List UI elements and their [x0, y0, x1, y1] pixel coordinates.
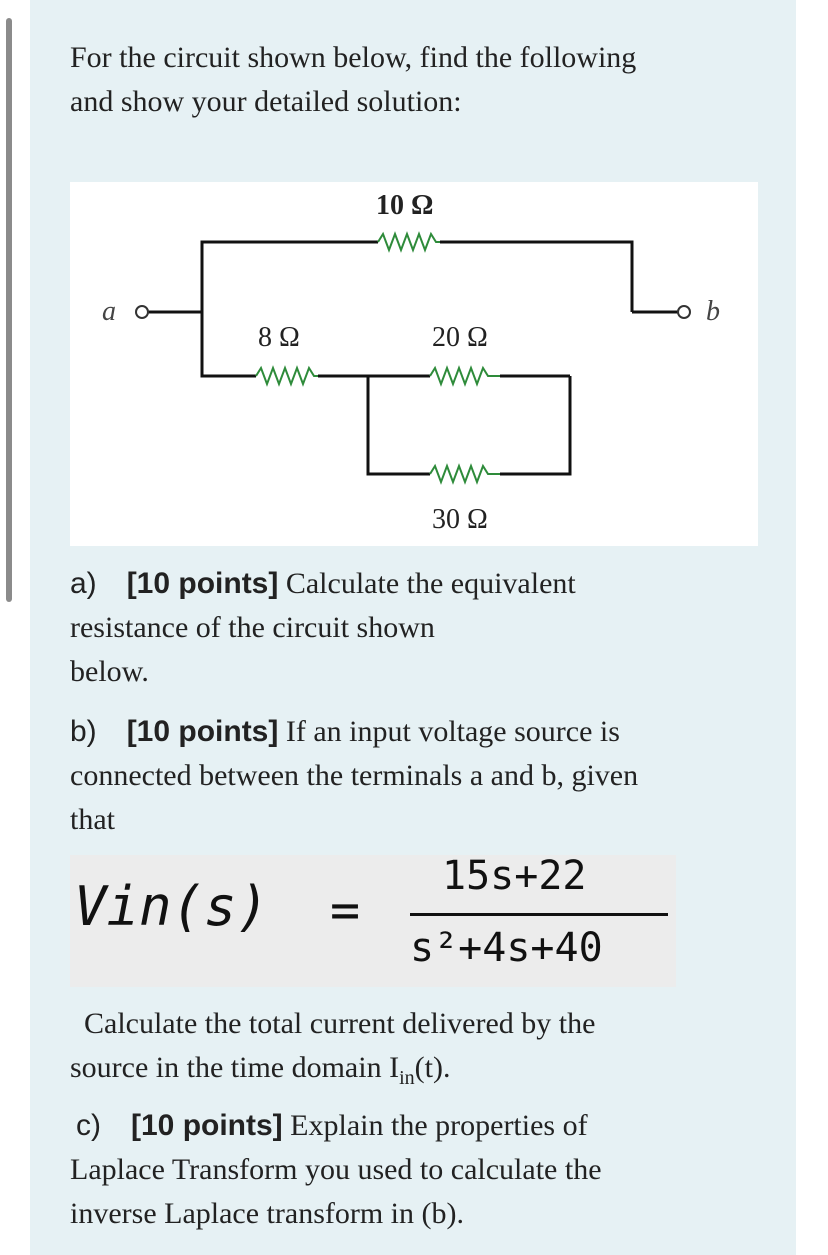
wire-left-lower	[202, 312, 256, 376]
equation-numerator: 15s+22	[442, 853, 587, 899]
part-b-line-3: that	[70, 803, 115, 836]
equation-equals: =	[330, 881, 361, 939]
resistor-20-ohm-icon	[430, 368, 500, 384]
part-a-line-3: below.	[70, 655, 149, 688]
intro-line-2: and show your detailed solution:	[70, 85, 462, 118]
part-b-points: [10 points]	[126, 715, 279, 748]
circuit-diagram	[70, 182, 758, 546]
part-a-text-1: Calculate the equivalent	[285, 567, 576, 600]
fraction-bar	[410, 913, 668, 916]
terminal-b-icon	[678, 306, 690, 318]
r-bottom-label: 30 Ω	[432, 504, 488, 535]
wire-top-left	[202, 242, 378, 312]
equation-denominator: s²+4s+40	[410, 925, 603, 971]
part-a-line-2: resistance of the circuit shown	[70, 611, 435, 644]
calc-line-2-prefix: source in the time domain I	[70, 1051, 400, 1084]
part-c-points: [10 points]	[131, 1109, 283, 1142]
part-c-label: c)	[76, 1109, 101, 1142]
terminal-a-icon	[136, 306, 148, 318]
r-top-label: 10 Ω	[376, 190, 434, 221]
calc-line-2-suffix: (t).	[414, 1051, 451, 1084]
equation-image	[70, 855, 676, 987]
part-b-calc-line-1: Calculate the total current delivered by the	[84, 1007, 596, 1040]
part-c-line-3: inverse Laplace transform in (b).	[70, 1197, 464, 1230]
r-mid-label: 20 Ω	[432, 322, 488, 353]
part-b-line-2: connected between the terminals a and b, given	[70, 759, 639, 792]
terminal-a-label: a	[102, 296, 116, 327]
resistor-30-ohm-icon	[430, 466, 500, 482]
wire-bottom-right	[500, 376, 570, 474]
part-a-label: a)	[70, 567, 97, 600]
resistor-8-ohm-icon	[256, 368, 318, 384]
resistor-10-ohm-icon	[378, 234, 440, 250]
wire-bottom-left	[368, 376, 430, 474]
calc-line-2-sub: in	[399, 1067, 415, 1089]
equation-lhs: Vin(s)	[74, 875, 270, 938]
part-a-points: [10 points]	[126, 567, 279, 600]
wire-top-right	[440, 242, 632, 312]
part-b-label: b)	[70, 715, 97, 748]
part-a-line-1	[70, 562, 576, 606]
intro-line-1: For the circuit shown below, find the following	[70, 41, 637, 74]
part-c-line-1	[76, 1104, 588, 1148]
part-b-calc-line-2	[70, 1046, 450, 1100]
part-b-text-1: If an input voltage source is	[285, 715, 620, 748]
terminal-b-label: b	[706, 296, 720, 327]
part-b-line-1	[70, 710, 620, 754]
part-c-line-2: Laplace Transform you used to calculate the	[70, 1153, 602, 1186]
scrollbar[interactable]	[6, 18, 12, 602]
r-left-label: 8 Ω	[258, 322, 300, 353]
part-c-text-1: Explain the properties of	[290, 1109, 588, 1142]
